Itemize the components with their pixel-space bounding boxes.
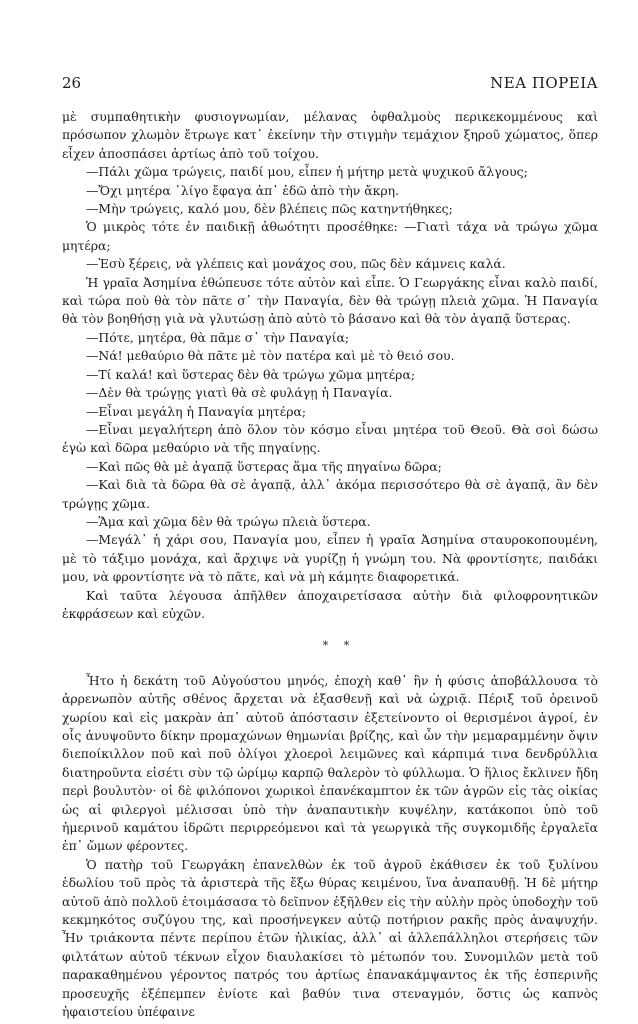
page-header (62, 74, 598, 96)
paragraph: —Εἶναι μεγαλήτερη ἀπὸ ὅλον τὸν κόσμο εἶναι μητέρα τοῦ Θεοῦ. Θὰ σοὶ δώσω ἐγὼ καὶ δῶρα μεθαύριο νὰ τῆς πηγαίνῃς. (62, 421, 598, 456)
section-separator: * * (322, 639, 356, 653)
paragraph: —Καὶ διὰ τὰ δῶρα θὰ σὲ ἀγαπᾷ, ἀλλ᾽ ἀκόμα περισσότερο θὰ σὲ ἀγαπᾷ, ἂν δὲν τρώγῃς χῶμα. (62, 477, 598, 511)
paragraph: —Καὶ πῶς θὰ μὲ ἀγαπᾷ ὕστερας ἅμα τῆς πηγαίνω δῶρα; (86, 458, 442, 474)
paragraph: Ὁ πατὴρ τοῦ Γεωργάκη ἐπανελθὼν ἐκ τοῦ ἀγροῦ ἐκάθισεν ἐκ τοῦ ξυλίνου ἑδωλίου τοῦ πρὸς τὰ ἀριστερὰ τῆς ἔξω θύρας κειμένου, ἵνα ἀναπαυθῇ. Ἡ δὲ μήτηρ αὐτοῦ ἀπὸ πολλοῦ ἑτοιμάσασα τὸ δεῖπνον ἐξῆλθεν εἰς τὴν αὐλὴν πρὸς ὑποδοχὴν τοῦ κεκμηκότος συζύγου της, καὶ προσήνεγκεν αὐτῷ ποτήριον ρακῆς πρὸς ἀναψυχήν. Ἦν τριάκοντα πέντε περίπου ἐτῶν ἡλικίας, ἀλλ᾽ αἱ ἀλλεπάλληλοι στερήσεις τῶν φιλτάτων αὐτοῦ τέκνων εἶχον διαυλακίσει τὸ μέτωπόν του. Συνομιλῶν μετὰ τοῦ παρακαθημένου γέροντος πατρός του ἀρτίως ἐπανακάμψαντος ἐκ τῆς ἑσπερινῆς προσευχῆς ἐξέπεμπεν ἐνίοτε καὶ βαθύν τινα στεναγμόν, ὅστις ὡς καπνὸς ἡφαιστείου ὑπέφαινε (62, 856, 598, 1020)
paragraph: —Δὲν θὰ τρώγῃς γιατὶ θὰ σὲ φυλάγῃ ἡ Παναγία. (86, 385, 393, 401)
paragraph: —Μεγάλ᾽ ἡ χάρι σου, Παναγία μου, εἶπεν ἡ γραῖα Ἀσημίνα σταυροκοπουμένη, μὲ τὸ τάξιμο μονάχα, καὶ ἄρχιψε νὰ γυρίζῃ ἡ γνώμη του. Νὰ φροντίσητε, παιδάκι μου, νὰ φροντίσητε νὰ τὸ πᾶτε, καὶ νὰ μὴ κάμητε διαφορετικά. (62, 532, 598, 585)
paragraph: —Πότε, μητέρα, θὰ πᾶμε σ᾽ τὴν Παναγία; (86, 329, 349, 345)
narrative-section (62, 672, 598, 1022)
dialogue-section (62, 108, 598, 623)
body-text (62, 108, 598, 1022)
paragraph: Ἡ γραῖα Ἀσημίνα ἐθώπευσε τότε αὐτὸν καὶ εἶπε. Ὁ Γεωργάκης εἶναι καλὸ παιδί, καὶ τώρα ποὺ θὰ τὸν πᾶτε σ᾽ τὴν Παναγία, δὲν θὰ τρώγῃ πλειὰ χῶμα. Ἡ Παναγία θὰ τὸν βοηθήσῃ γιὰ νὰ γλυτώσῃ ἀπὸ αὐτὸ τὸ βάσανο καὶ θὰ τὸν ἀγαπᾷ ὕστερας. (62, 274, 598, 327)
paragraph: —Πάλι χῶμα τρώγεις, παιδί μου, εἶπεν ἡ μήτηρ μετὰ ψυχικοῦ ἄλγους; (86, 164, 528, 180)
page-number: 26 (62, 74, 82, 92)
paragraph: —Ἐσὺ ξέρεις, νὰ γλέπεις καὶ μονάχος σου, πῶς δὲν κάμνεις καλά. (86, 256, 506, 272)
paragraph: —Τί καλά! καὶ ὕστερας δὲν θὰ τρώγω χῶμα μητέρα; (86, 366, 415, 382)
paragraph: —Μὴν τρώγεις, καλό μου, δὲν βλέπεις πῶς κατηντήθηκες; (86, 201, 453, 217)
paragraph: —Ἅμα καὶ χῶμα δὲν θὰ τρώγω πλειὰ ὕστερα. (86, 513, 371, 529)
paragraph: Ὁ μικρὸς τότε ἐν παιδικῇ ἀθωότητι προσέθηκε: —Γιατὶ τάχα νὰ τρώγω χῶμα μητέρα; (62, 219, 598, 253)
paragraph: Ἦτο ἡ δεκάτη τοῦ Αὐγούστου μηνός, ἐποχὴ καθ᾽ ἣν ἡ φύσις ἀποβάλλουσα τὸ ἀρρενωπὸν αὐτῆς σθένος ἄρχεται νὰ ἐξασθενῇ καὶ νὰ ὠχριᾷ. Πέριξ τοῦ ὀρεινοῦ χωρίου καὶ εἰς μακρὰν ἀπ᾽ αὐτοῦ ἀπόστασιν ἐξετείνοντο οἱ θερισμένοι ἀγροί, ἐν οἷς ἀνυψοῦντο δίκην προμαχώνων θημωνίαι βρίζης, καὶ ὧν τὴν μεμαραμμένην ὄψιν διεποίκιλλον ποῦ καὶ ποῦ ὀλίγοι χλοεροὶ λειμῶνες καὶ κάρπιμά τινα δενδρύλλια διατηροῦντα εἰσέτι σὺν τῷ ὡρίμῳ καρπῷ θαλερὸν τὸ φύλλωμα. Ὁ ἥλιος ἔκλινεν ἤδη περὶ βουλυτὸν· οἱ δὲ φιλόπονοι χωρικοὶ ἐπανέκαμπτον ἐκ τῶν ἀγρῶν εἰς τὰς οἰκίας ὡς αἱ φιλεργοὶ μέλισσαι ὑπὸ τὴν ἀναπαυτικὴν κυψέλην, κατάκοποι ὑπὸ τοῦ ἡμερινοῦ καμάτου ἱδρῶτι περιρρεόμενοι καὶ τὰ γεωργικὰ τῆς συγκομιδῆς ἐργαλεῖα ἐπ᾽ ὤμων φέροντες. (62, 672, 598, 854)
paragraph: —Ὄχι μητέρα ᾽λίγο ἔφαγα ἀπ᾽ ἐδῶ ἀπὸ τὴν ἄκρη. (86, 182, 399, 198)
paragraph: Καὶ ταῦτα λέγουσα ἀπῆλθεν ἀποχαιρετίσασα αὐτὴν διὰ φιλοφρονητικῶν ἐκφράσεων καὶ εὐχῶν. (62, 587, 598, 621)
paragraph: μὲ συμπαθητικὴν φυσιογνωμίαν, μέλανας ὀφθαλμοὺς περικεκομμένους καὶ πρόσωπον χλωμὸν ἔτρωγε κατ᾽ ἐκείνην τὴν στιγμὴν τεμάχιον ξηροῦ χώματος, ὅπερ εἶχεν ἀποσπάσει ἀρτίως ἀπὸ τοῦ τοίχου. (62, 109, 598, 161)
paragraph: —Εἶναι μεγάλη ἡ Παναγία μητέρα; (86, 403, 307, 419)
running-title: ΝΕΑ ΠΟΡΕΙΑ (490, 74, 598, 92)
paragraph: —Νά! μεθαύριο θὰ πᾶτε μὲ τὸν πατέρα καὶ μὲ τὸ θειό σου. (86, 348, 455, 364)
